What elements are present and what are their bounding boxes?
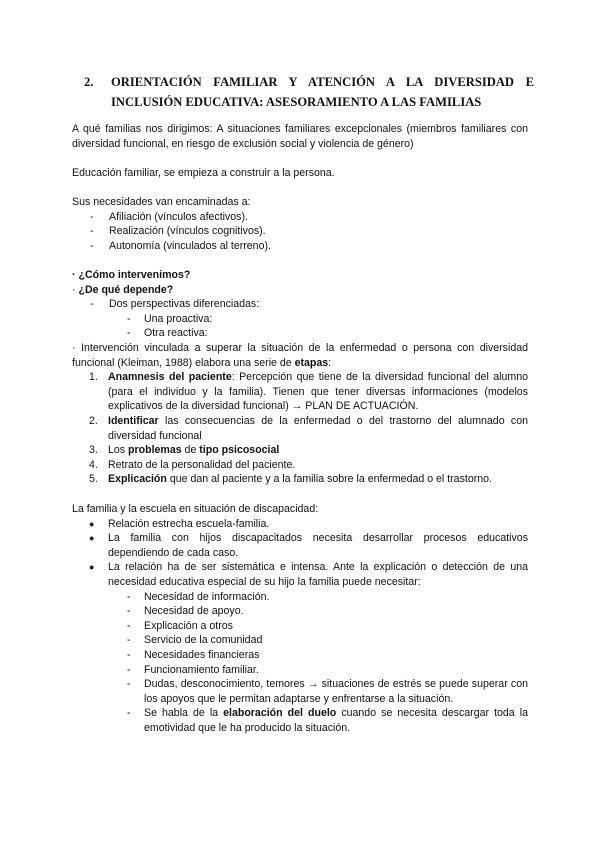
dash-marker: -	[127, 605, 131, 618]
dash-marker: -	[127, 590, 131, 603]
list-item: - Se habla de la elaboración del duelo cuando se necesita descargar toda la emotividad que le ha producido la situación.	[127, 707, 528, 734]
stage-item: 1. Anamnesis del paciente: Percepción que tiene de la diversidad funcional del alumno (para el individuo y la familia). Tienen que tener diversas informaciones (modelos explicativos de la diversidad funcional) → PLAN DE ACTUACIÓN.	[89, 371, 528, 413]
intro-paragraph: A qué familias nos dirigimos: A situaciones familiares excepcionales (miembros familiares con diversidad funcional, en riesgo de exclusión social y violencia de género)	[72, 123, 528, 150]
list-item: - Dos perspectivas diferenciadas:	[90, 298, 260, 311]
dash-marker: -	[90, 225, 94, 238]
dash-marker: -	[90, 239, 94, 252]
list-item: ● La relación ha de ser sistemática e intensa. Ante la explicación o detección de una necesidad educativa especial de su hijo la familia puede necesitar:	[89, 561, 528, 588]
dash-marker: -	[127, 312, 131, 325]
needs-block	[72, 195, 528, 253]
stage-item: 5. Explicación que dan al paciente y a la familia sobre la enfermedad o el trastorno.	[89, 473, 492, 486]
list-item: - Una proactiva:	[127, 312, 213, 325]
list-item: - Dudas, desconocimiento, temores → situaciones de estrés se puede superar con los apoyos que le permitan adaptarse y enfrentarse a la situación.	[127, 678, 528, 705]
question-depends: · ¿De qué depende?	[72, 283, 174, 296]
bullet-marker: ●	[89, 518, 95, 529]
dash-marker: -	[127, 634, 131, 647]
dash-marker: -	[127, 327, 131, 340]
bullet-marker: ●	[89, 562, 95, 573]
section-title: ORIENTACIÓN FAMILIAR Y ATENCIÓN A LA DIVERSIDAD E INCLUSIÓN EDUCATIVA: ASESORAMIENTO A LAS FAMILIAS	[111, 75, 534, 109]
dash-marker: -	[90, 298, 94, 311]
list-item: ● Relación estrecha escuela-familia.	[89, 517, 270, 530]
list-item: - Necesidad de apoyo.	[127, 605, 244, 618]
list-item: - Servicio de la comunidad	[127, 634, 263, 647]
stage-item: 2. Identificar las consecuencias de la enfermedad o del trastorno del alumnado con diversidad funcional	[89, 414, 528, 442]
school-lead: La familia y la escuela en situación de discapacidad:	[72, 503, 319, 515]
list-item: ● La familia con hijos discapacitados necesita desarrollar procesos educativos dependiendo de cada caso.	[89, 532, 528, 559]
dash-marker: -	[127, 648, 131, 661]
bullet-marker: ●	[89, 533, 95, 544]
section-heading	[84, 72, 534, 112]
stage-item: 3. Los problemas de tipo psicosocial	[89, 444, 280, 457]
dash-marker: -	[127, 707, 131, 720]
intervention-paragraph: · Intervención vinculada a superar la situación de la enfermedad o persona con diversidad funcional (Kleiman, 1988) elabora una serie de etapas:	[72, 341, 528, 369]
list-item: - Realización (vínculos cognitivos).	[90, 225, 266, 238]
list-item: - Otra reactiva:	[127, 327, 208, 340]
intervention-block	[72, 268, 528, 487]
school-block	[72, 502, 528, 736]
list-item: - Explicación a otros	[127, 619, 233, 632]
stage-item: 4. Retrato de la personalidad del paciente.	[89, 458, 296, 471]
dash-marker: -	[127, 678, 131, 691]
list-item: - Necesidades financieras	[127, 648, 260, 661]
list-item: - Necesidad de información.	[127, 590, 270, 603]
list-item: - Autonomía (vinculados al terreno).	[90, 239, 271, 252]
section-number: 2.	[84, 75, 94, 89]
list-item: - Afiliación (vínculos afectivos).	[90, 210, 248, 223]
dash-marker: -	[127, 663, 131, 676]
question-how: · ¿Cómo intervenimos?	[72, 269, 191, 281]
list-item: - Funcionamiento familiar.	[127, 663, 259, 676]
education-paragraph: Educación familiar, se empieza a construir a la persona.	[72, 167, 335, 179]
needs-lead: Sus necesidades van encaminadas a:	[72, 196, 251, 208]
dash-marker: -	[90, 210, 94, 223]
dash-marker: -	[127, 619, 131, 632]
